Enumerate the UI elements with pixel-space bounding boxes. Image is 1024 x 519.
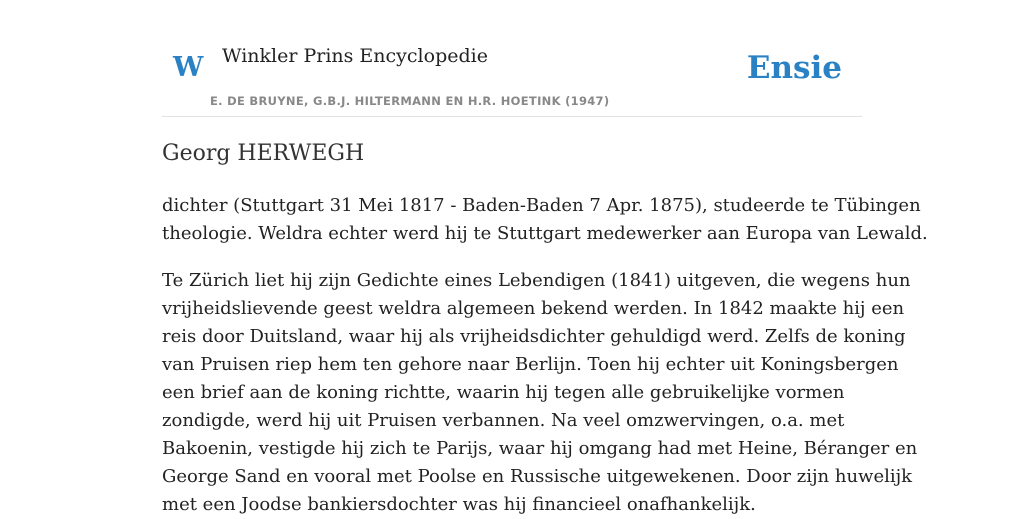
- paragraph-line: met een Joodse bankiersdochter was hij financieel onafhankelijk.: [162, 494, 756, 515]
- paragraph-line: vrijheidslievende geest weldra algemeen bekend werden. In 1842 maakte hij een: [162, 298, 905, 319]
- article-page: [162, 0, 928, 515]
- paragraph-line: zondigde, werd hij uit Pruisen verbannen. Na veel omzwervingen, o.a. met: [162, 410, 845, 431]
- paragraph-line: reis door Duitsland, waar hij als vrijheidsdichter gehuldigd werd. Zelfs de koning: [162, 326, 906, 347]
- source-header: [162, 0, 862, 117]
- source-logo[interactable]: W: [173, 52, 204, 83]
- ensie-logo[interactable]: Ensie: [746, 50, 842, 86]
- paragraph-line: van Pruisen riep hem ten gehore naar Berlijn. Toen hij echter uit Koningsbergen: [162, 354, 899, 375]
- paragraph-line: Te Zürich liet hij zijn Gedichte eines Lebendigen (1841) uitgeven, die wegens hun: [162, 270, 911, 291]
- source-title-link[interactable]: Winkler Prins Encyclopedie: [222, 45, 488, 67]
- paragraph-line: George Sand en vooral met Poolse en Russische uitgewekenen. Door zijn huwelijk: [162, 466, 913, 487]
- paragraph-line: een brief aan de koning richtte, waarin hij tegen alle gebruikelijke vormen: [162, 382, 845, 403]
- source-authors: E. DE BRUYNE, G.B.J. HILTERMANN EN H.R. HOETINK (1947): [210, 94, 610, 108]
- article-paragraph: [162, 267, 918, 519]
- paragraph-line: Bakoenin, vestigde hij zich te Parijs, waar hij omgang had met Heine, Béranger en: [162, 438, 918, 459]
- article-title: Georg HERWEGH: [162, 141, 365, 166]
- paragraph-line: dichter (Stuttgart 31 Mei 1817 - Baden-Baden 7 Apr. 1875), studeerde te Tübingen: [162, 195, 921, 216]
- paragraph-line: theologie. Weldra echter werd hij te Stuttgart medewerker aan Europa van Lewald.: [162, 223, 928, 244]
- article-paragraph: [162, 192, 928, 248]
